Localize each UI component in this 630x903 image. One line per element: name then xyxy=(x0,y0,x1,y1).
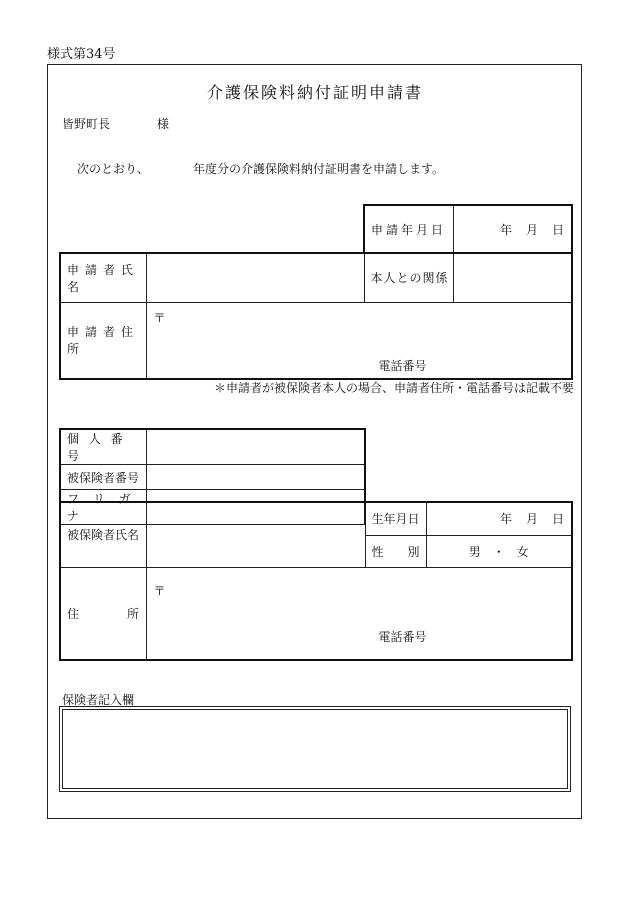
application-date-table xyxy=(363,204,573,254)
form-title: 介護保険料納付証明申請書 xyxy=(206,83,423,102)
insurer-section-label: 保険者記入欄 xyxy=(62,693,135,707)
personal-number-field[interactable] xyxy=(146,429,365,465)
application-date-label: 申請年月日 xyxy=(364,205,453,253)
insured-table xyxy=(59,501,573,661)
intro-prefix: 次のとおり、 xyxy=(77,162,150,176)
relation-field[interactable] xyxy=(453,253,572,302)
relation-label: 本人との関係 xyxy=(364,253,453,302)
sex-label: 性 別 xyxy=(365,535,426,567)
insured-address-field[interactable] xyxy=(146,567,572,660)
applicant-table xyxy=(59,252,573,380)
furigana-label: フ リ ガ ナ xyxy=(60,490,146,525)
insured-phone-label: 電話番号 xyxy=(378,629,427,644)
applicant-name-field[interactable] xyxy=(146,253,364,302)
applicant-note: ＊申請者が被保険者本人の場合、申請者住所・電話番号は記載不要 xyxy=(214,381,575,395)
insured-name-field[interactable] xyxy=(146,502,365,567)
birth-date-label: 生年月日 xyxy=(365,502,426,535)
insured-number-label: 被保険者番号 xyxy=(60,465,146,490)
birth-date-field[interactable]: 年 月 日 xyxy=(426,502,572,535)
postal-mark: 〒 xyxy=(153,583,166,598)
insurer-section-box xyxy=(59,706,571,792)
addressee-name: 皆野町長 xyxy=(62,117,111,131)
application-date-field[interactable]: 年 月 日 xyxy=(453,205,572,253)
form-number: 様式第34号 xyxy=(47,47,116,62)
postal-mark: 〒 xyxy=(153,310,166,325)
insured-name-label: 被保険者氏名 xyxy=(60,502,146,567)
applicant-address-label: 申請者住所 xyxy=(60,302,146,379)
sex-field[interactable]: 男 ・ 女 xyxy=(426,535,572,567)
addressee-honorific: 様 xyxy=(157,117,170,131)
applicant-address-field[interactable] xyxy=(146,302,572,379)
insurer-section-inner-box xyxy=(62,709,568,789)
insured-number-field[interactable] xyxy=(146,465,365,490)
insured-address-label: 住 所 xyxy=(60,567,146,660)
applicant-name-label: 申請者氏名 xyxy=(60,253,146,302)
applicant-phone-label: 電話番号 xyxy=(378,358,427,373)
intro-suffix: 年度分の介護保険料納付証明書を申請します。 xyxy=(193,162,445,176)
personal-number-label: 個 人 番 号 xyxy=(60,429,146,465)
